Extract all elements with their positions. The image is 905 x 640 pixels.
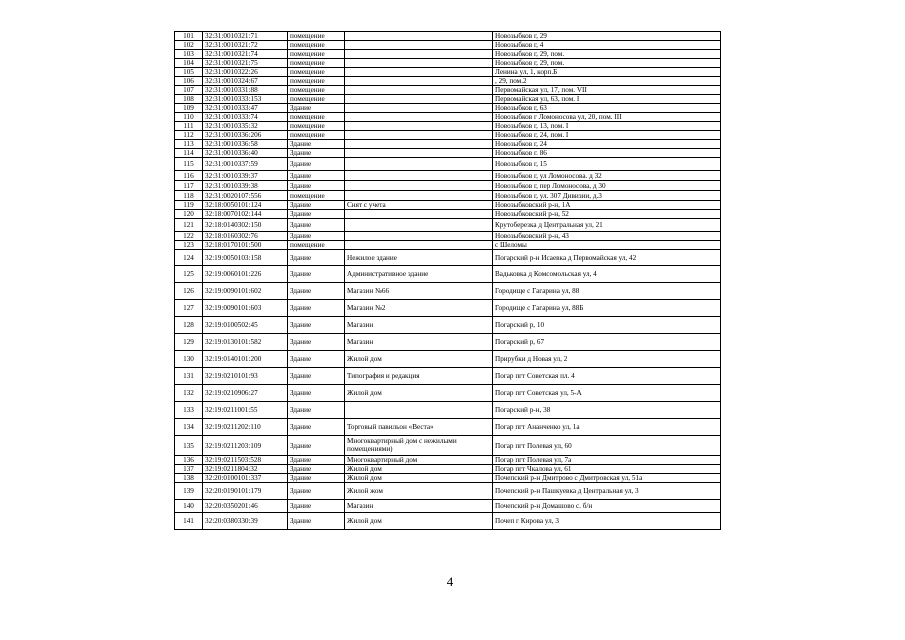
row-number-cell: 108 [175,95,203,104]
address-cell: Погар пгт Полевая ул, 60 [493,436,721,456]
object-type-cell: Здание [288,465,345,474]
table-row [175,41,721,50]
table-row [175,181,721,191]
object-name-cell [345,122,493,131]
row-number-cell: 138 [175,474,203,483]
row-number-cell: 105 [175,68,203,77]
object-type-cell: Здание [288,334,345,351]
object-type-cell: Здание [288,368,345,385]
cadastral-number-cell: 32:19:0211804:32 [203,465,288,474]
row-number-cell: 112 [175,131,203,140]
table-row [175,250,721,266]
row-number-cell: 130 [175,351,203,368]
row-number-cell: 102 [175,41,203,50]
object-name-cell [345,131,493,140]
object-name-cell [345,77,493,86]
object-type-cell: помещение [288,122,345,131]
row-number-cell: 121 [175,219,203,232]
cadastral-number-cell: 32:31:0010321:71 [203,32,288,41]
row-number-cell: 114 [175,149,203,158]
table-row [175,456,721,465]
cadastral-number-cell: 32:19:0211203:109 [203,436,288,456]
table-row [175,210,721,219]
cadastral-number-cell: 32:31:0010331:88 [203,86,288,95]
row-number-cell: 119 [175,201,203,210]
object-name-cell: Жилой дом [345,465,493,474]
object-name-cell [345,68,493,77]
object-name-cell [345,149,493,158]
cadastral-number-cell: 32:20:0350201:46 [203,500,288,513]
address-cell: , 29, пом.2 [493,77,721,86]
table-row [175,385,721,402]
table-row [175,241,721,250]
table-row [175,104,721,113]
address-cell: с Шеломы [493,241,721,250]
cadastral-number-cell: 32:18:0140302:150 [203,219,288,232]
object-name-cell: Магазин [345,500,493,513]
object-name-cell: Жилой дом [345,351,493,368]
object-name-cell [345,50,493,59]
object-type-cell: Здание [288,385,345,402]
table-row [175,465,721,474]
object-type-cell: Здание [288,513,345,530]
object-name-cell [345,113,493,122]
object-type-cell: помещение [288,32,345,41]
table-row [175,483,721,500]
registry-table [174,31,721,530]
object-name-cell [345,32,493,41]
object-type-cell: Здание [288,483,345,500]
address-cell: Вадьковка д Комсомольская ул, 4 [493,266,721,283]
cadastral-number-cell: 32:20:0380330:39 [203,513,288,530]
cadastral-number-cell: 32:31:0010336:58 [203,140,288,149]
object-name-cell: Магазин [345,334,493,351]
object-name-cell [345,210,493,219]
object-type-cell: Здание [288,140,345,149]
cadastral-number-cell: 32:31:0010333:74 [203,113,288,122]
row-number-cell: 123 [175,241,203,250]
object-name-cell [345,241,493,250]
address-cell: Новозыбков г Ломоносова ул, 20, пом. III [493,113,721,122]
cadastral-number-cell: 32:19:0211001:55 [203,402,288,419]
object-name-cell [345,191,493,201]
object-name-cell [345,140,493,149]
table-row [175,149,721,158]
row-number-cell: 107 [175,86,203,95]
address-cell: Почепский р-н Дмитрово с Дмитровская ул, 51а [493,474,721,483]
object-name-cell: Многоквартирный дом с нежилыми помещениями) [345,436,493,456]
cadastral-number-cell: 32:31:0020107:556 [203,191,288,201]
object-type-cell: помещение [288,50,345,59]
cadastral-number-cell: 32:19:0210906:27 [203,385,288,402]
row-number-cell: 115 [175,158,203,171]
table-row [175,219,721,232]
row-number-cell: 116 [175,171,203,181]
address-cell: Погар пгт Полевая ул, 7а [493,456,721,465]
object-type-cell: Здание [288,500,345,513]
table-row [175,201,721,210]
cadastral-number-cell: 32:18:0160302:76 [203,232,288,241]
registry-table-container [174,31,720,530]
cadastral-number-cell: 32:20:0100101:337 [203,474,288,483]
object-name-cell [345,402,493,419]
object-type-cell: Здание [288,104,345,113]
row-number-cell: 128 [175,317,203,334]
row-number-cell: 124 [175,250,203,266]
address-cell: Новозыбков г, 24, пом. I [493,131,721,140]
table-row [175,191,721,201]
cadastral-number-cell: 32:31:0010321:75 [203,59,288,68]
cadastral-number-cell: 32:31:0010339:38 [203,181,288,191]
object-name-cell [345,59,493,68]
cadastral-number-cell: 32:19:0090101:603 [203,300,288,317]
object-type-cell: Здание [288,201,345,210]
table-row [175,368,721,385]
row-number-cell: 111 [175,122,203,131]
object-type-cell: Здание [288,283,345,300]
object-type-cell: помещение [288,86,345,95]
row-number-cell: 137 [175,465,203,474]
row-number-cell: 103 [175,50,203,59]
object-name-cell [345,232,493,241]
cadastral-number-cell: 32:31:0010339:37 [203,171,288,181]
row-number-cell: 139 [175,483,203,500]
row-number-cell: 122 [175,232,203,241]
object-type-cell: помещение [288,68,345,77]
table-row [175,59,721,68]
row-number-cell: 118 [175,191,203,201]
address-cell: Погарский р-н Исаевка д Первомайская ул, 42 [493,250,721,266]
cadastral-number-cell: 32:19:0211503:528 [203,456,288,465]
table-row [175,122,721,131]
object-type-cell: помещение [288,131,345,140]
object-type-cell: помещение [288,59,345,68]
table-row [175,513,721,530]
address-cell: Погар пгт Ананченко ул, 1а [493,419,721,436]
row-number-cell: 131 [175,368,203,385]
cadastral-number-cell: 32:31:0010335:32 [203,122,288,131]
row-number-cell: 106 [175,77,203,86]
object-name-cell: Снят с учета [345,201,493,210]
object-name-cell [345,95,493,104]
object-type-cell: Здание [288,419,345,436]
table-row [175,500,721,513]
table-row [175,32,721,41]
table-row [175,86,721,95]
object-type-cell: Здание [288,171,345,181]
address-cell: Новозыбков г, 4 [493,41,721,50]
address-cell: Ленина ул, 1, корп.Б [493,68,721,77]
cadastral-number-cell: 32:19:0100502:45 [203,317,288,334]
address-cell: Новозыбковский р-н, 43 [493,232,721,241]
address-cell: Первомайская ул, 63, пом. I [493,95,721,104]
table-row [175,95,721,104]
cadastral-number-cell: 32:31:0010336:40 [203,149,288,158]
object-name-cell [345,41,493,50]
object-name-cell [345,104,493,113]
row-number-cell: 113 [175,140,203,149]
object-name-cell: Торговый павильон «Веста» [345,419,493,436]
object-type-cell: помещение [288,77,345,86]
address-cell: Новозыбков г, 29 [493,32,721,41]
address-cell: Новозыбков г, 29, пом. [493,50,721,59]
cadastral-number-cell: 32:20:0190101:179 [203,483,288,500]
object-type-cell: Здание [288,402,345,419]
row-number-cell: 134 [175,419,203,436]
object-type-cell: Здание [288,351,345,368]
cadastral-number-cell: 32:31:0010336:206 [203,131,288,140]
address-cell: Погарский р-н, 38 [493,402,721,419]
row-number-cell: 109 [175,104,203,113]
object-type-cell: Здание [288,474,345,483]
row-number-cell: 135 [175,436,203,456]
address-cell: Погар пгт Чкалова ул, 61 [493,465,721,474]
address-cell: Новозыбков г, ул. 307 Дивизии, д.3 [493,191,721,201]
table-row [175,158,721,171]
cadastral-number-cell: 32:31:0010324:67 [203,77,288,86]
row-number-cell: 120 [175,210,203,219]
object-name-cell: Жилой дом [345,474,493,483]
object-type-cell: Здание [288,149,345,158]
address-cell: Новозыбков г, ул Ломоносова. д 32 [493,171,721,181]
table-row [175,171,721,181]
cadastral-number-cell: 32:18:0050101:124 [203,201,288,210]
address-cell: Погар пгт Советская ул, 5-А [493,385,721,402]
object-type-cell: Здание [288,456,345,465]
address-cell: Почеп г Кирова ул, 3 [493,513,721,530]
cadastral-number-cell: 32:31:0010333:153 [203,95,288,104]
row-number-cell: 104 [175,59,203,68]
object-type-cell: Здание [288,266,345,283]
table-row [175,402,721,419]
cadastral-number-cell: 32:31:0010322:26 [203,68,288,77]
object-type-cell: помещение [288,41,345,50]
object-name-cell: Административное здание [345,266,493,283]
object-type-cell: Здание [288,158,345,171]
table-row [175,334,721,351]
object-type-cell: Здание [288,232,345,241]
object-type-cell: Здание [288,181,345,191]
table-row [175,131,721,140]
cadastral-number-cell: 32:19:0050103:158 [203,250,288,266]
object-name-cell: Магазин [345,317,493,334]
table-row [175,113,721,122]
address-cell: Новозыбков г, 24 [493,140,721,149]
table-row [175,317,721,334]
table-row [175,232,721,241]
object-type-cell: помещение [288,113,345,122]
cadastral-number-cell: 32:31:0010333:47 [203,104,288,113]
cadastral-number-cell: 32:19:0210101:93 [203,368,288,385]
table-row [175,283,721,300]
object-type-cell: помещение [288,95,345,104]
table-row [175,50,721,59]
table-row [175,419,721,436]
table-row [175,351,721,368]
address-cell: Крутоберезка д Центральная ул, 21 [493,219,721,232]
object-name-cell: Жилой дом [345,385,493,402]
object-type-cell: помещение [288,191,345,201]
address-cell: Городище с Гагарина ул, 88Б [493,300,721,317]
address-cell: Новозыбков г, пер Ломоносова, д 30 [493,181,721,191]
object-type-cell: Здание [288,436,345,456]
row-number-cell: 117 [175,181,203,191]
row-number-cell: 132 [175,385,203,402]
object-name-cell [345,158,493,171]
address-cell: Погарский р, 67 [493,334,721,351]
cadastral-number-cell: 32:19:0130101:582 [203,334,288,351]
address-cell: Новозыбковский р-н, 1А [493,201,721,210]
table-row [175,140,721,149]
cadastral-number-cell: 32:19:0211202:110 [203,419,288,436]
object-name-cell: Нежилое здание [345,250,493,266]
address-cell: Новозыбков г. 86 [493,149,721,158]
cadastral-number-cell: 32:31:0010321:72 [203,41,288,50]
object-type-cell: Здание [288,317,345,334]
table-row [175,77,721,86]
cadastral-number-cell: 32:19:0090101:602 [203,283,288,300]
object-type-cell: Здание [288,210,345,219]
cadastral-number-cell: 32:18:0070102:144 [203,210,288,219]
cadastral-number-cell: 32:31:0010337:59 [203,158,288,171]
object-name-cell [345,171,493,181]
object-type-cell: Здание [288,250,345,266]
address-cell: Прирубки д Новая ул, 2 [493,351,721,368]
table-row [175,266,721,283]
object-name-cell [345,219,493,232]
address-cell: Новозыбков г, 15 [493,158,721,171]
page-number: 4 [446,574,454,589]
row-number-cell: 101 [175,32,203,41]
object-name-cell: Многоквартирный дом [345,456,493,465]
address-cell: Почепский р-н Домашово с. б/н [493,500,721,513]
table-row [175,68,721,77]
object-type-cell: Здание [288,300,345,317]
row-number-cell: 127 [175,300,203,317]
cadastral-number-cell: 32:18:0170101:500 [203,241,288,250]
object-type-cell: Здание [288,219,345,232]
address-cell: Новозыбков г, 13, пом. I [493,122,721,131]
object-name-cell [345,181,493,191]
object-type-cell: помещение [288,241,345,250]
cadastral-number-cell: 32:19:0060101:226 [203,266,288,283]
object-name-cell: Магазин №66 [345,283,493,300]
address-cell: Почепский р-н Пашкуевка д Центральная ул, 3 [493,483,721,500]
row-number-cell: 136 [175,456,203,465]
row-number-cell: 133 [175,402,203,419]
table-row [175,474,721,483]
object-name-cell: Жилой жом [345,483,493,500]
object-name-cell: Магазин №2 [345,300,493,317]
address-cell: Новозыбков г, 29, пом. [493,59,721,68]
table-body [175,32,721,530]
address-cell: Погар пгт Советская пл. 4 [493,368,721,385]
object-name-cell: Жилой дом [345,513,493,530]
row-number-cell: 126 [175,283,203,300]
row-number-cell: 140 [175,500,203,513]
table-row [175,436,721,456]
address-cell: Погарский р, 10 [493,317,721,334]
row-number-cell: 141 [175,513,203,530]
cadastral-number-cell: 32:19:0140101:200 [203,351,288,368]
row-number-cell: 129 [175,334,203,351]
object-name-cell: Типография и редакция [345,368,493,385]
cadastral-number-cell: 32:31:0010321:74 [203,50,288,59]
address-cell: Новозыбков г, 63 [493,104,721,113]
row-number-cell: 110 [175,113,203,122]
address-cell: Городище с Гагарина ул, 88 [493,283,721,300]
address-cell: Первомайская ул, 17, пом. VII [493,86,721,95]
object-name-cell [345,86,493,95]
address-cell: Новозыбковский р-н, 52 [493,210,721,219]
row-number-cell: 125 [175,266,203,283]
table-row [175,300,721,317]
